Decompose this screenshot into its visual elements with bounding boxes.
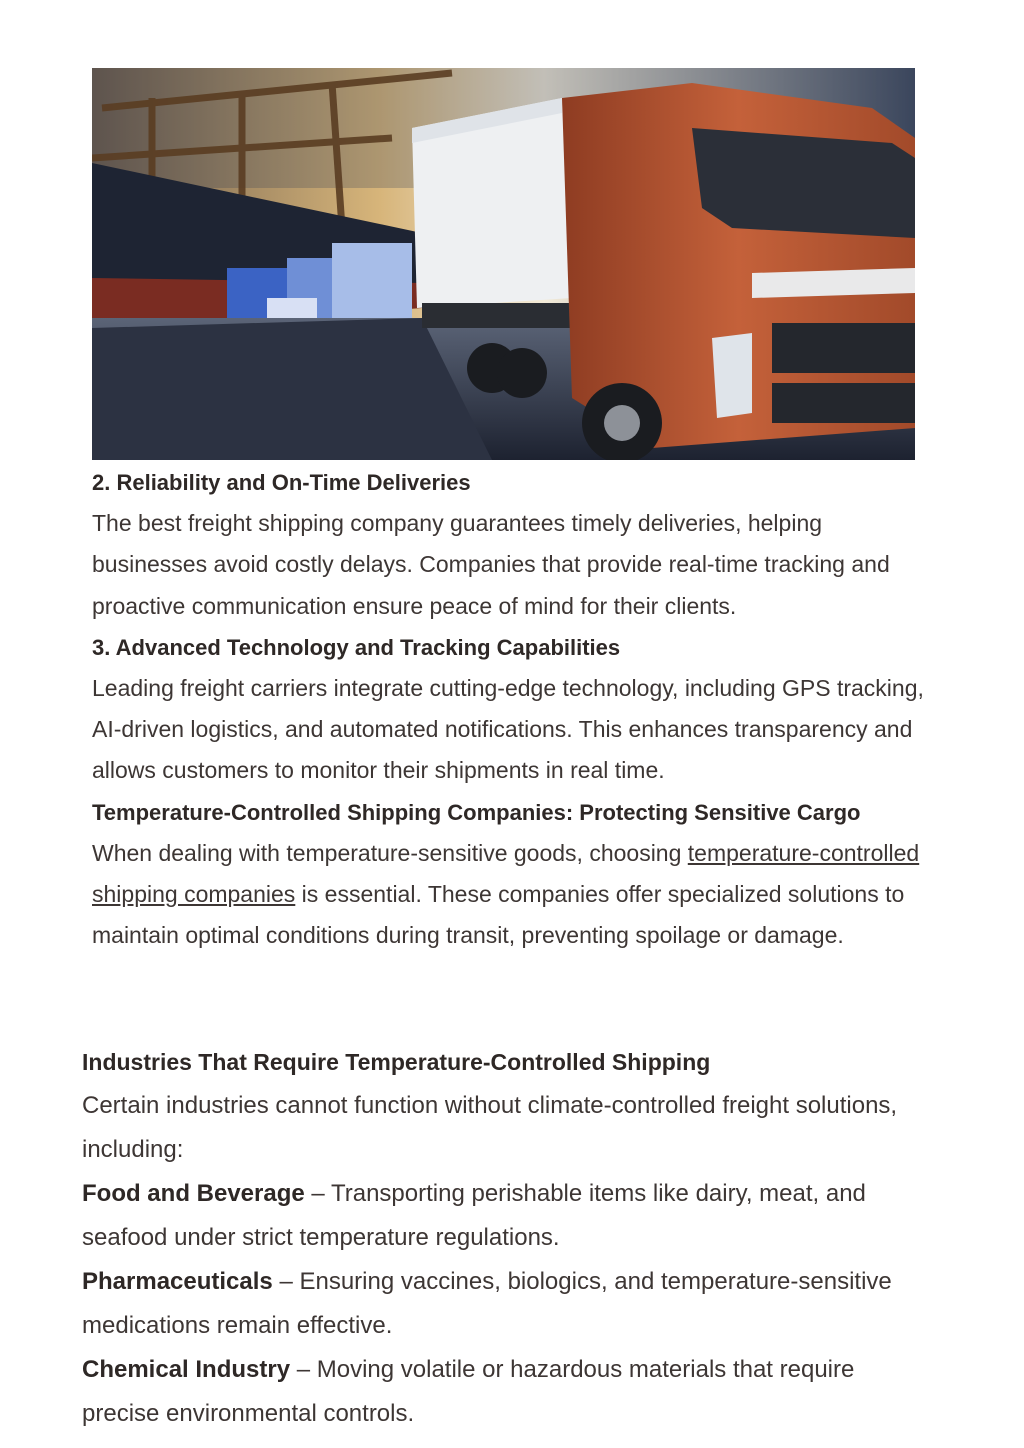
hero-image: [92, 68, 915, 460]
section-heading-technology: 3. Advanced Technology and Tracking Capabilities: [92, 634, 621, 660]
industries-heading: Industries That Require Temperature-Controlled Shipping: [82, 1049, 711, 1075]
industry-item: [82, 1260, 932, 1348]
section-body-temperature: [92, 833, 932, 957]
temperature-body-intro: When dealing with temperature-sensitive goods, choosing: [92, 839, 688, 866]
temperature-body-rest: is essential. These companies offer specialized solutions to maintain optimal conditions during transit, preventing spoilage or damage.: [92, 881, 905, 949]
industry-item: [82, 1172, 932, 1260]
industry-item: [82, 1348, 932, 1436]
industry-desc: – Moving volatile or hazardous materials that require precise environmental controls.: [82, 1356, 855, 1427]
section-body-technology: Leading freight carriers integrate cutting-edge technology, including GPS tracking, AI-driven logistics, and automated notifications. This enhances transparency and allows customers to monitor their shipments in real time.: [92, 674, 924, 784]
section-heading-temperature: Temperature-Controlled Shipping Companies: Protecting Sensitive Cargo: [92, 799, 861, 825]
industries-intro: Certain industries cannot function without climate-controlled freight solutions, including:: [82, 1092, 898, 1163]
truck-port-illustration: [92, 68, 915, 460]
section-heading-reliability: 2. Reliability and On-Time Deliveries: [92, 470, 471, 495]
industry-name: Pharmaceuticals: [82, 1268, 273, 1295]
industry-desc: – Transporting perishable items like dairy, meat, and seafood under strict temperature regulations.: [82, 1180, 866, 1251]
article-upper: [92, 462, 932, 957]
temperature-controlled-link[interactable]: temperature-controlled shipping companies: [92, 839, 920, 908]
section-body-reliability: The best freight shipping company guarantees timely deliveries, helping businesses avoid costly delays. Companies that provide real-time tracking and proactive communication ensure peace of mind for their clients.: [92, 510, 890, 619]
industry-name: Food and Beverage: [82, 1180, 305, 1207]
article-lower: [82, 1040, 932, 1436]
industry-desc: – Ensuring vaccines, biologics, and temperature-sensitive medications remain effective.: [82, 1268, 892, 1339]
industry-name: Chemical Industry: [82, 1356, 291, 1383]
